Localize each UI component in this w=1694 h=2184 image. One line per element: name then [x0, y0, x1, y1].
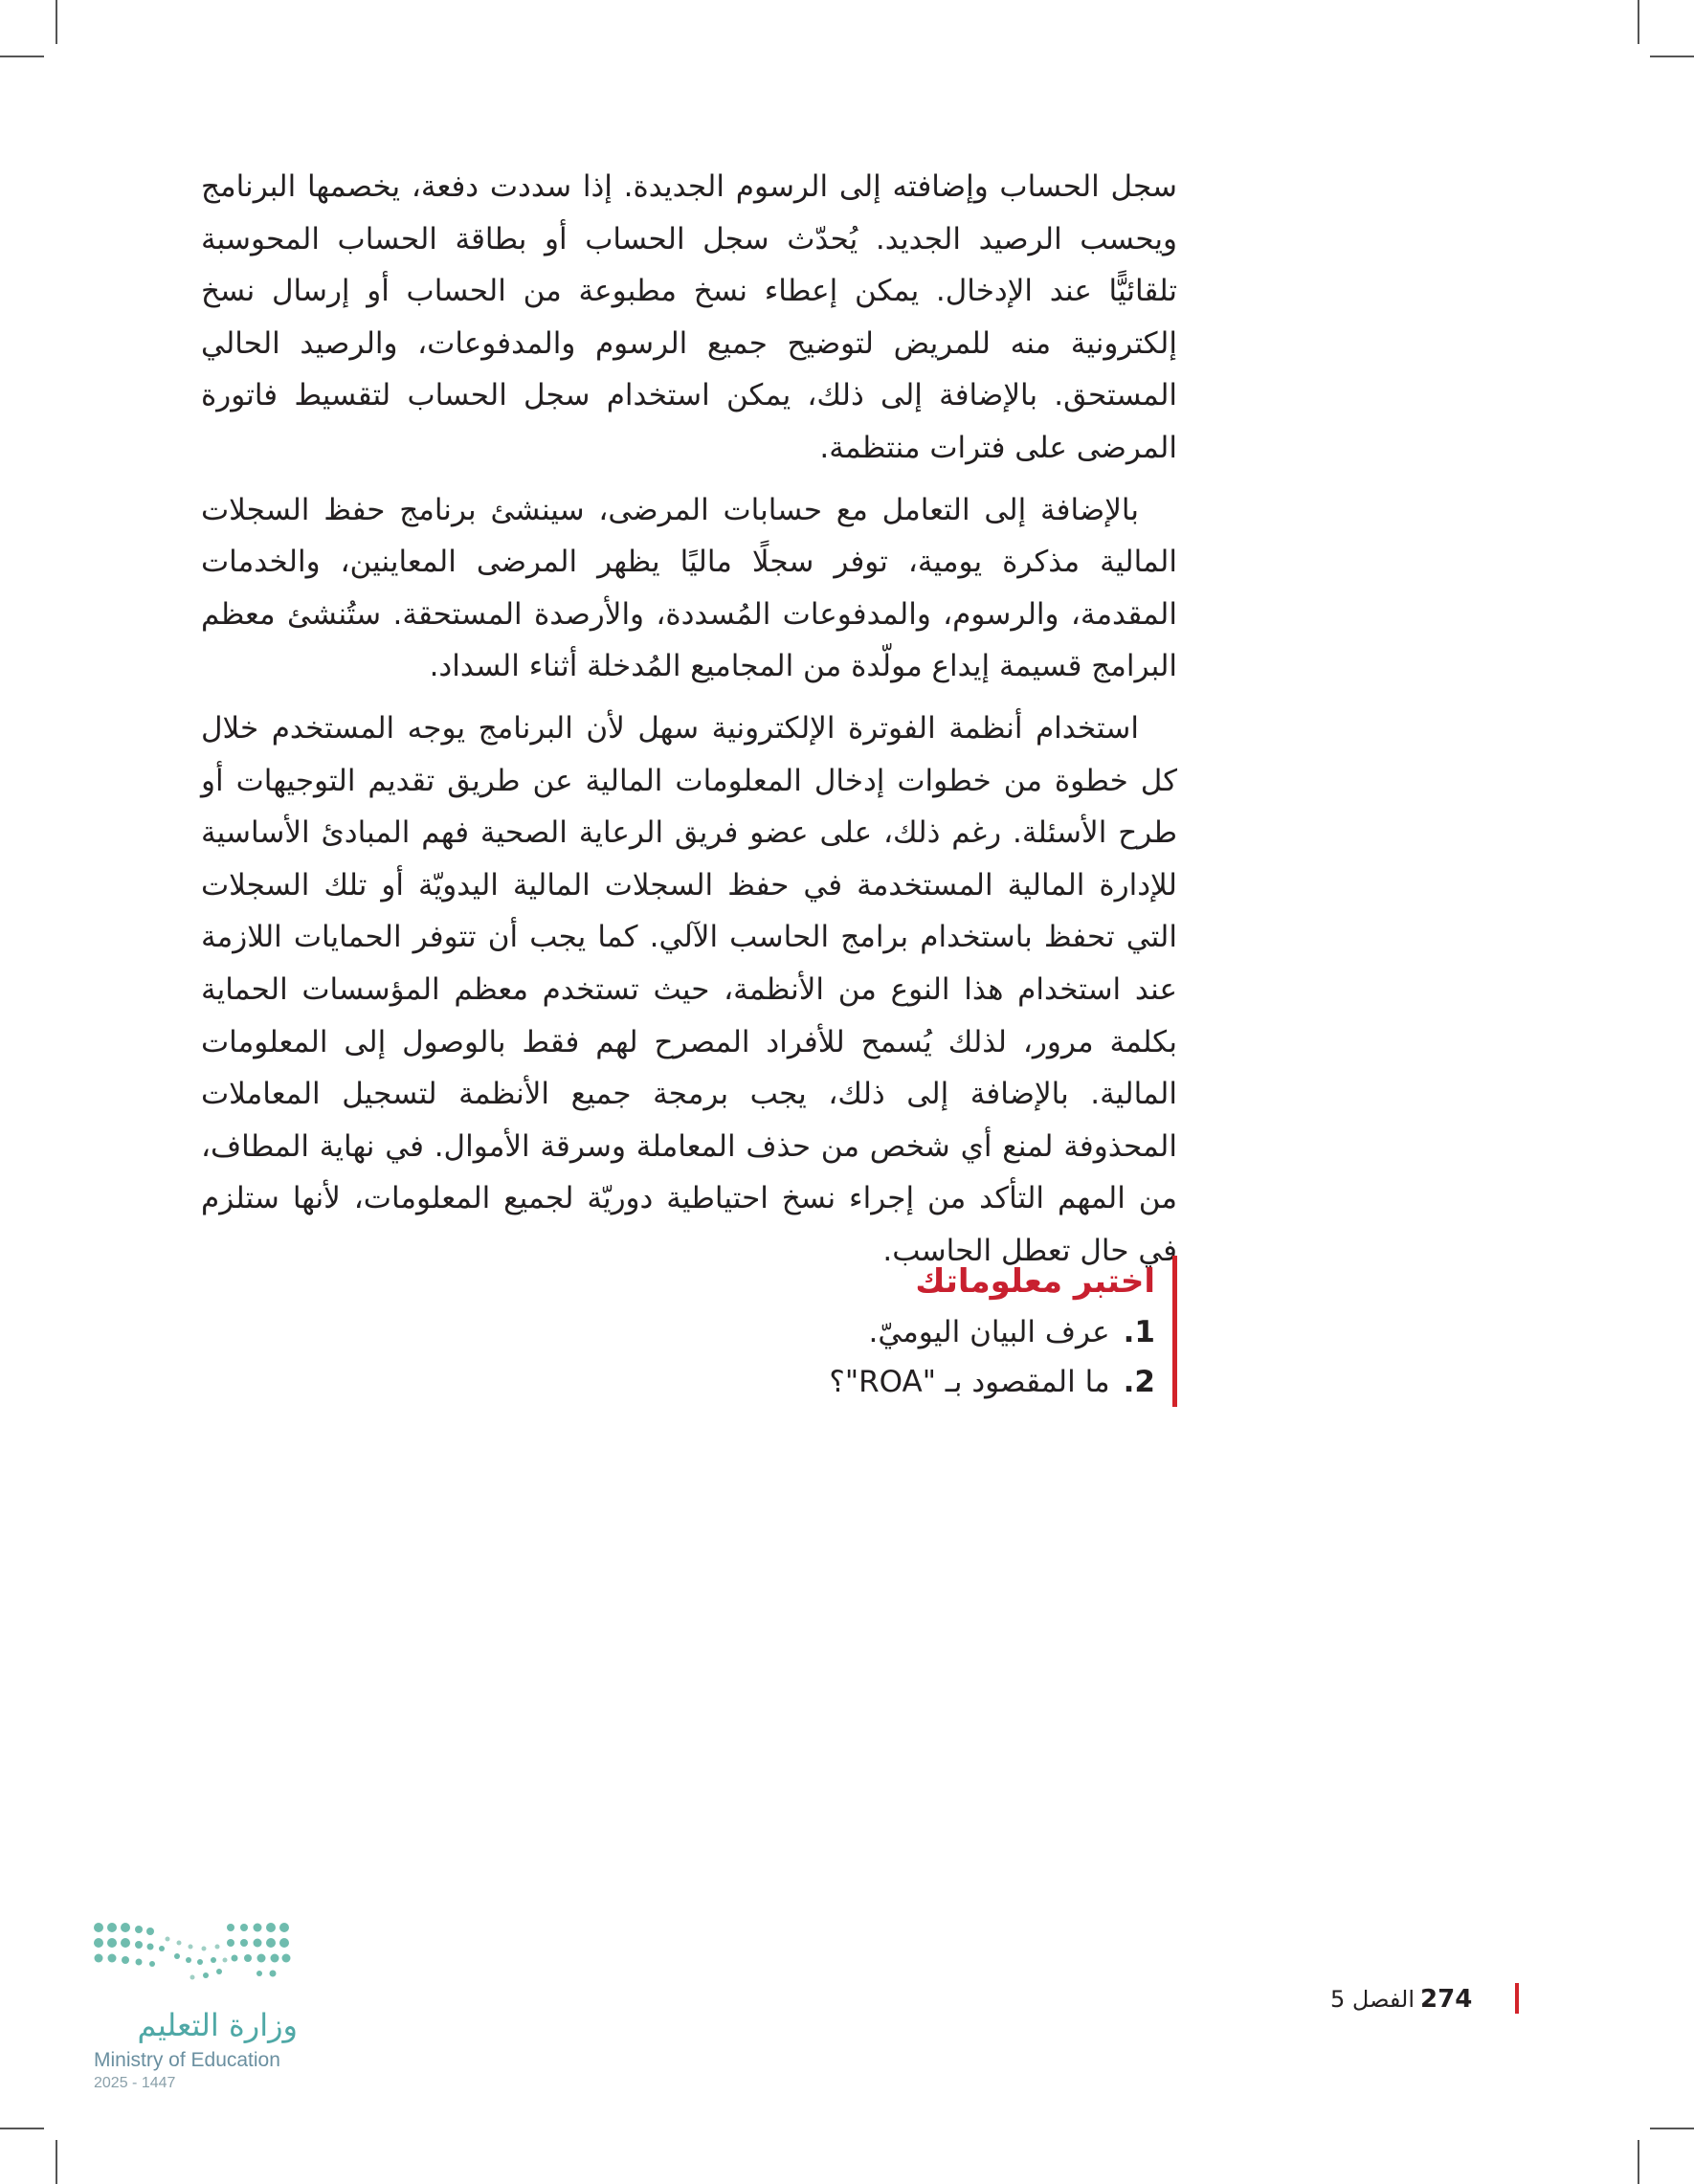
- page-number: 274: [1420, 1985, 1473, 2014]
- quiz-box: [581, 1256, 1177, 1407]
- quiz-title: اختبر معلوماتك: [915, 1262, 1155, 1301]
- quiz-question-text: عرف البيان اليوميّ.: [868, 1315, 1110, 1349]
- ministry-name-english: Ministry of Education: [94, 2049, 280, 2071]
- quiz-question-1: [581, 1307, 1155, 1357]
- ministry-year: 2025 - 1447: [94, 2075, 176, 2091]
- ministry-name-arabic: وزارة التعليم: [137, 2007, 298, 2043]
- quiz-question-number: 2.: [1123, 1365, 1155, 1399]
- crop-mark-bottom-left-v: [56, 2140, 57, 2184]
- body-text: [201, 161, 1177, 1286]
- quiz-question-number: 1.: [1123, 1315, 1155, 1349]
- paragraph-1: سجل الحساب وإضافته إلى الرسوم الجديدة. إذا سددت دفعة، يخصمها البرنامج ويحسب الرصيد الجديد. يُحدّث سجل الحساب أو بطاقة الحساب المحوسبة تلقائيًّا عند الإدخال. يمكن إعطاء نسخ مطبوعة من الحساب أو إرسال نسخ إلكترونية منه للمريض لتوضيح جميع الرسوم والمدفوعات، والرصيد الحالي المستحق. بالإضافة إلى ذلك، يمكن استخدام سجل الحساب لتقسيط فاتورة المرضى على فترات منتظمة.: [201, 169, 1177, 465]
- ministry-logo-dots-icon: [91, 1918, 301, 1995]
- crop-mark-top-left-h: [0, 56, 44, 57]
- quiz-question-text: ما المقصود بـ "ROA"؟: [829, 1365, 1110, 1399]
- crop-mark-bottom-right-h: [1650, 2128, 1694, 2129]
- page-footer: [1330, 1985, 1472, 2014]
- crop-mark-top-right-h: [1650, 56, 1694, 57]
- paragraph-2: بالإضافة إلى التعامل مع حسابات المرضى، سينشئ برنامج حفظ السجلات المالية مذكرة يومية، توفر سجلًا ماليًا يظهر المرضى المعاينين، والخدمات المقدمة، والرسوم، والمدفوعات المُسددة، والأرصدة المستحقة. ستُنشئ معظم البرامج قسيمة إيداع مولّدة من المجاميع المُدخلة أثناء السداد.: [201, 492, 1177, 684]
- footer-accent-bar: [1515, 1983, 1519, 2014]
- chapter-label: الفصل 5: [1330, 1986, 1415, 2013]
- paragraph-3: استخدام أنظمة الفوترة الإلكترونية سهل لأن البرنامج يوجه المستخدم خلال كل خطوة من خطوات إدخال المعلومات المالية عن طريق تقديم التوجيهات أو طرح الأسئلة. رغم ذلك، على عضو فريق الرعاية الصحية فهم المبادئ الأساسية للإدارة المالية المستخدمة في حفظ السجلات المالية اليدويّة أو تلك السجلات التي تحفظ باستخدام برامج الحاسب الآلي. كما يجب أن تتوفر الحمايات اللازمة عند استخدام هذا النوع من الأنظمة، حيث تستخدم معظم المؤسسات الحماية بكلمة مرور، لذلك يُسمح للأفراد المصرح لهم فقط بالوصول إلى المعلومات المالية. بالإضافة إلى ذلك، يجب برمجة جميع الأنظمة لتسجيل المعاملات المحذوفة لمنع أي شخص من حذف المعاملة وسرقة الأموال. في نهاية المطاف، من المهم التأكد من إجراء نسخ احتياطية دوريّة لجميع المعلومات، لأنها ستلزم في حال تعطل الحاسب.: [201, 710, 1177, 1268]
- crop-mark-top-left-v: [56, 0, 57, 44]
- crop-mark-bottom-right-v: [1638, 2140, 1639, 2184]
- crop-mark-top-right-v: [1638, 0, 1639, 44]
- crop-mark-bottom-left-h: [0, 2128, 44, 2129]
- quiz-question-2: [581, 1357, 1155, 1407]
